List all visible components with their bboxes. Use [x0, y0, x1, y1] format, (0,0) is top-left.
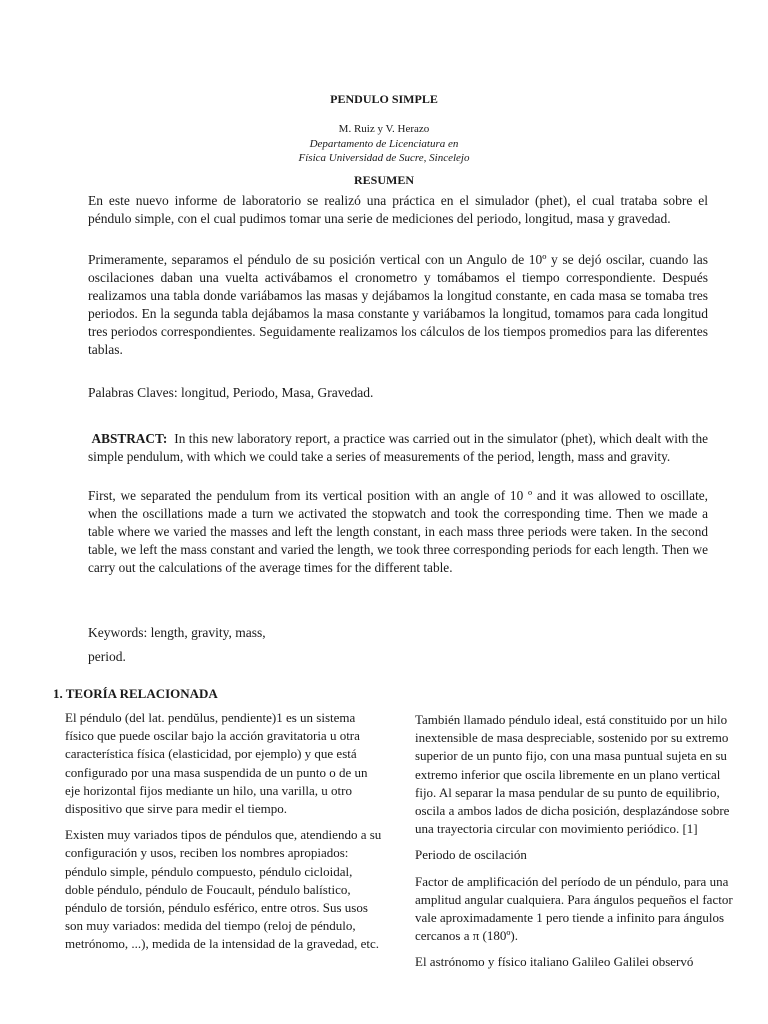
- abstract-text-1: In this new laboratory report, a practice was carried out in the simulator (phet), which dealt with the simple pendulum, with which we could take a series of measurements of the period, length, mass and gravity.: [88, 431, 708, 464]
- abstract-paragraph-2: First, we separated the pendulum from its vertical position with an angle of 10 º and it was allowed to oscillate, when the oscillations made a turn we activated the stopwatch and took the corresponding time. Then we made a table where we varied the masses and left the length constant, in each mass three periods were taken. In the second table, we left the mass constant and varied the length, we took three corresponding periods for each length. Then we carry out the calculations of the average times for the different table.: [88, 488, 708, 575]
- right-paragraph-2: Factor de amplificación del período de un péndulo, para una amplitud angular cualquiera. Para ángulos pequeños el factor vale aproximadamente 1 pero tiende a infinito para ángulos cercanos a π (180º).: [415, 873, 733, 944]
- right-column: [415, 711, 740, 980]
- section-heading: 1. TEORÍA RELACIONADA: [53, 686, 218, 701]
- left-column: [65, 709, 383, 962]
- right-subheading: Periodo de oscilación: [415, 847, 527, 863]
- affiliation-line-2: Física Universidad de Sucre, Sincelejo: [298, 152, 470, 164]
- abstract-keywords: Keywords: length, gravity, mass,: [88, 625, 266, 640]
- abstract-keywords-continued: period.: [88, 649, 126, 664]
- abstract-paragraph-1: [88, 430, 708, 466]
- paper-title: PENDULO SIMPLE: [330, 92, 438, 106]
- left-paragraph-1: El péndulo (del lat. pendŭlus, pendiente)1 es un sistema físico que puede oscilar bajo la acción gravitatoria u otra característica física (elasticidad, por ejemplo) y que está configurado por una masa suspendida de un punto o de un eje horizontal fijos mediante un hilo, una varilla, u otro dispositivo que sirve para medir el tiempo.: [65, 710, 368, 817]
- resumen-keywords: Palabras Claves: longitud, Periodo, Masa, Gravedad.: [88, 385, 374, 400]
- affiliation-line-1: Departamento de Licenciatura en: [309, 138, 459, 150]
- right-paragraph-1: También llamado péndulo ideal, está constituido por un hilo inextensible de masa despreciable, sostenido por su extremo superior de un punto fijo, con una masa puntual sujeta en su extremo inferior que oscila libremente en un plano vertical fijo. Al separar la masa pendular de su punto de equilibrio, oscila a ambos lados de dicha posición, desplazándose sobre una trayectoria circular con movimiento periódico. [1]: [415, 712, 730, 837]
- resumen-paragraph-1: En este nuevo informe de laboratorio se realizó una práctica en el simulador (phet), el cual trataba sobre el péndulo simple, con el cual pudimos tomar una serie de mediciones del periodo, longitud, masa y gravedad.: [88, 193, 708, 226]
- abstract-lead: ABSTRACT:: [91, 431, 168, 446]
- resumen-heading: RESUMEN: [353, 173, 414, 187]
- resumen-paragraph-2: Primeramente, separamos el péndulo de su posición vertical con un Angulo de 10º y se dejó oscilar, cuando las oscilaciones daban una vuelta activábamos el cronometro y tomábamos el tiempo correspondiente. Después realizamos una tabla donde variábamos las masas y dejábamos la longitud constante, en cada masa se tomaba tres periodos. En la segunda tabla dejábamos la masa constante y variábamos la longitud, tomamos para cada longitud tres periodos correspondientes. Seguidamente realizamos los cálculos de los tiempos promedios para las diferentes tablas.: [88, 252, 708, 357]
- paper-authors: M. Ruiz y V. Herazo: [338, 123, 430, 135]
- right-paragraph-3: El astrónomo y físico italiano Galileo Galilei observó: [415, 954, 694, 970]
- left-paragraph-2: Existen muy variados tipos de péndulos que, atendiendo a su configuración y usos, reciben los nombres apropiados: péndulo simple, péndulo compuesto, péndulo cicloidal, doble péndulo, péndulo de Foucault, péndulo balístico, péndulo de torsión, péndulo esférico, entre otros. Sus usos son muy variados: medida del tiempo (reloj de péndulo, metrónomo, ...), medida de la intensidad de la gravedad, etc.: [65, 827, 382, 952]
